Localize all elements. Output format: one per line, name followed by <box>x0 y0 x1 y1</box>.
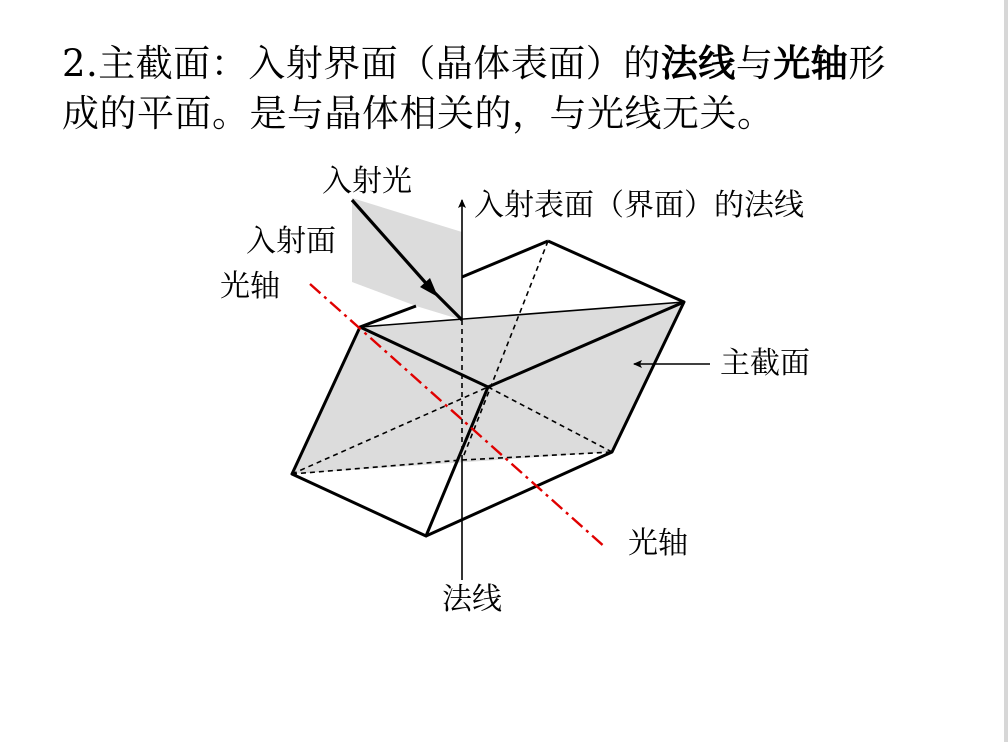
title-text-1: 2.主截面：入射界面（晶体表面）的 <box>62 42 661 85</box>
label-optic-axis-lower: 光轴 <box>628 526 688 561</box>
title-keyword-optic-axis: 光轴 <box>773 41 849 85</box>
slide-border <box>1004 0 1008 742</box>
title-keyword-normal: 法线 <box>660 41 736 85</box>
label-incident-surface-normal: 入射表面（界面）的法线 <box>474 188 804 223</box>
label-optic-axis-upper: 光轴 <box>220 269 280 304</box>
title-text-2: 与 <box>735 42 774 85</box>
label-incident-plane: 入射面 <box>246 224 336 259</box>
title-text-3: 形 <box>848 42 886 85</box>
label-principal-section: 主截面 <box>720 346 810 381</box>
label-normal: 法线 <box>442 582 502 617</box>
title-text-line2: 成的平面。是与晶体相关的，与光线无关。 <box>62 92 775 135</box>
label-incident-light: 入射光 <box>322 164 412 199</box>
